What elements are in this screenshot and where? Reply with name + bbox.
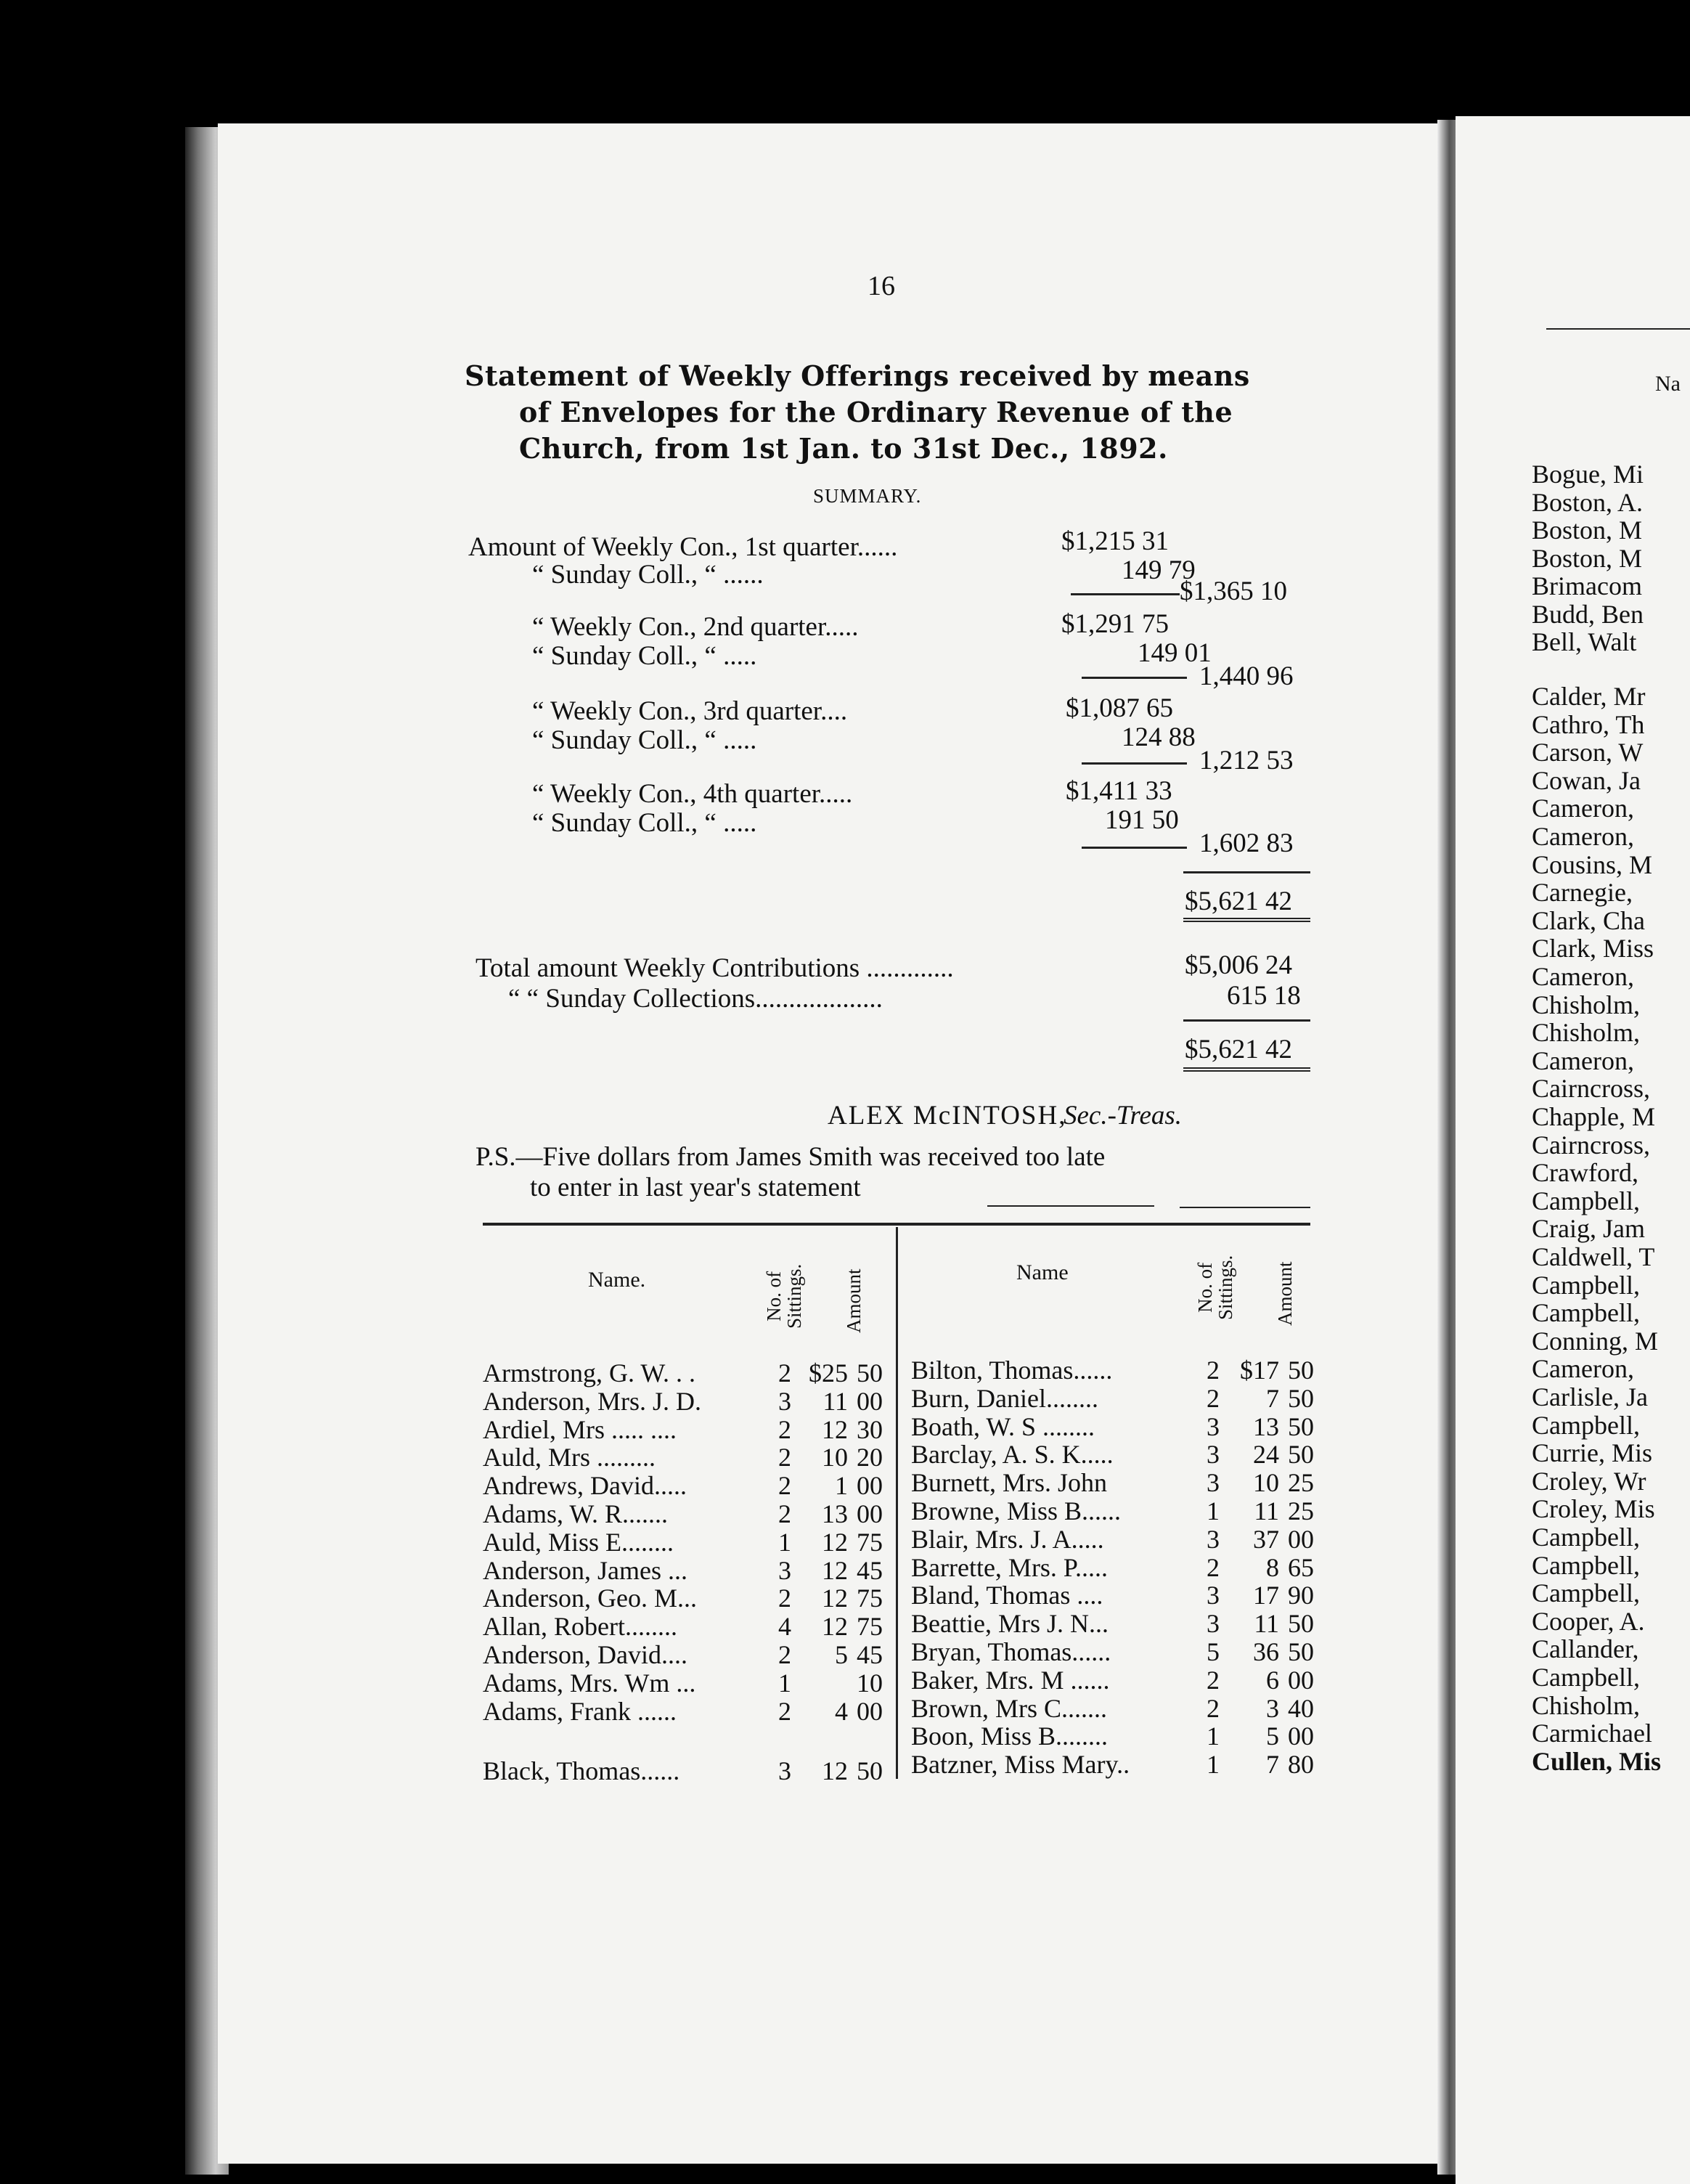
left-row-cents: 50 xyxy=(857,1358,883,1388)
ps-line-2: to enter in last year's statement xyxy=(530,1173,861,1202)
summary-label: Amount of Weekly Con., 1st quarter...... xyxy=(468,532,898,562)
right-row-name: Burn, Daniel........ xyxy=(911,1383,1098,1413)
left-row-sittings: 1 xyxy=(778,1527,791,1557)
left-row-dollars: 12 xyxy=(822,1612,848,1642)
right-row-sittings: 5 xyxy=(1207,1637,1220,1666)
ps-rule xyxy=(1180,1207,1310,1208)
right-row-sittings: 3 xyxy=(1207,1609,1220,1639)
right-row-dollars: 7 xyxy=(1266,1750,1279,1780)
facing-page-name: Chapple, M xyxy=(1532,1102,1655,1131)
left-row-cents: 00 xyxy=(857,1696,883,1726)
facing-page-name: Carnegie, xyxy=(1532,878,1633,908)
right-row-dollars: 5 xyxy=(1266,1721,1279,1751)
facing-page-name: Croley, Wr xyxy=(1532,1466,1646,1496)
right-row-dollars: 36 xyxy=(1253,1637,1279,1666)
table-column-divider xyxy=(896,1227,898,1779)
summary-rule xyxy=(1082,847,1187,849)
left-row-name: Armstrong, G. W. . . xyxy=(483,1358,696,1388)
summary-total-double-rule xyxy=(1183,918,1310,925)
left-row-sittings: 3 xyxy=(778,1555,791,1585)
left-row-name: Anderson, David.... xyxy=(483,1640,687,1669)
facing-page-name: Crawford, xyxy=(1532,1158,1638,1188)
left-row-dollars: 4 xyxy=(835,1696,848,1726)
left-row-cents: 45 xyxy=(857,1640,883,1669)
facing-page-name: Chisholm, xyxy=(1532,1018,1641,1048)
left-row-name: Anderson, Mrs. J. D. xyxy=(483,1386,701,1416)
right-row-sittings: 1 xyxy=(1207,1496,1220,1525)
facing-page-name: Cameron, xyxy=(1532,822,1634,851)
left-row-cents: 75 xyxy=(857,1527,883,1557)
right-row-dollars: 7 xyxy=(1266,1383,1279,1413)
right-row-cents: 50 xyxy=(1288,1356,1314,1385)
facing-page-name: Craig, Jam xyxy=(1532,1214,1645,1244)
totals-label: “ “ Sunday Collections................... xyxy=(508,984,883,1014)
facing-page-name: Campbell, xyxy=(1532,1270,1640,1300)
left-row-name: Andrews, David..... xyxy=(483,1471,687,1501)
facing-page-name: Clark, Miss xyxy=(1532,934,1654,963)
left-sittings-header: No. of Sittings. xyxy=(763,1263,805,1329)
title-line-3: Church, from 1st Jan. to 31st Dec., 1892. xyxy=(519,432,1168,465)
facing-page-name: Cathro, Th xyxy=(1532,709,1645,739)
left-row-cents: 50 xyxy=(857,1756,883,1786)
right-row-cents: 00 xyxy=(1288,1524,1314,1554)
left-row-sittings: 2 xyxy=(778,1414,791,1444)
left-row-sittings: 2 xyxy=(778,1499,791,1528)
summary-subtotal: $1,365 10 xyxy=(1180,576,1287,606)
left-amount-header: Amount xyxy=(843,1268,865,1333)
right-row-sittings: 2 xyxy=(1207,1552,1220,1582)
right-row-name: Barrette, Mrs. P..... xyxy=(911,1552,1108,1582)
left-row-sittings: 3 xyxy=(778,1756,791,1786)
summary-amount: 124 88 xyxy=(1122,722,1196,752)
right-row-name: Bryan, Thomas...... xyxy=(911,1637,1111,1666)
left-row-sittings: 2 xyxy=(778,1443,791,1472)
right-row-sittings: 2 xyxy=(1207,1383,1220,1413)
right-row-name: Bland, Thomas .... xyxy=(911,1581,1103,1610)
left-row-cents: 75 xyxy=(857,1584,883,1613)
facing-page-name: Chisholm, xyxy=(1532,1690,1641,1720)
right-row-dollars: 13 xyxy=(1253,1411,1279,1441)
left-row-dollars: 12 xyxy=(822,1414,848,1444)
left-row-name: Auld, Mrs ......... xyxy=(483,1443,656,1472)
right-row-cents: 65 xyxy=(1288,1552,1314,1582)
left-row-sittings: 3 xyxy=(778,1386,791,1416)
left-row-dollars: 10 xyxy=(822,1443,848,1472)
facing-page-name: Clark, Cha xyxy=(1532,905,1645,935)
facing-page-name: Campbell, xyxy=(1532,1578,1640,1608)
left-row-cents: 10 xyxy=(857,1668,883,1698)
summary-rule xyxy=(1071,593,1180,595)
facing-page-name: Carmichael xyxy=(1532,1719,1652,1748)
right-amount-header: Amount xyxy=(1274,1261,1296,1326)
signature-name: ALEX McINTOSH, xyxy=(828,1101,1067,1130)
right-name-header: Name xyxy=(1016,1260,1069,1284)
facing-page-name: Bell, Walt xyxy=(1532,627,1637,656)
left-row-sittings: 1 xyxy=(778,1668,791,1698)
left-row-name: Adams, W. R....... xyxy=(483,1499,669,1528)
right-row-dollars: 17 xyxy=(1253,1581,1279,1610)
summary-rule xyxy=(1082,677,1187,679)
left-row-name: Auld, Miss E........ xyxy=(483,1527,674,1557)
right-row-sittings: 2 xyxy=(1207,1665,1220,1695)
right-row-cents: 25 xyxy=(1288,1468,1314,1498)
right-row-cents: 50 xyxy=(1288,1440,1314,1470)
right-row-sittings: 2 xyxy=(1207,1693,1220,1723)
left-row-name: Adams, Frank ...... xyxy=(483,1696,677,1726)
right-row-dollars: 24 xyxy=(1253,1440,1279,1470)
left-row-sittings: 2 xyxy=(778,1358,791,1388)
totals-rule xyxy=(1183,1019,1310,1022)
summary-label: “ Sunday Coll., “ ..... xyxy=(532,641,757,671)
facing-page-name: Boston, M xyxy=(1532,516,1643,545)
right-row-sittings: 3 xyxy=(1207,1411,1220,1441)
facing-page-name: Boston, M xyxy=(1532,543,1643,573)
right-row-name: Bilton, Thomas...... xyxy=(911,1356,1113,1385)
left-row-dollars: 12 xyxy=(822,1555,848,1585)
facing-page-name: Caldwell, T xyxy=(1532,1242,1655,1271)
left-row-cents: 00 xyxy=(857,1499,883,1528)
right-row-cents: 50 xyxy=(1288,1637,1314,1666)
right-row-cents: 40 xyxy=(1288,1693,1314,1723)
facing-page-name: Campbell, xyxy=(1532,1298,1640,1328)
facing-page-name: Conning, M xyxy=(1532,1326,1659,1356)
facing-page-name: Cairncross, xyxy=(1532,1074,1650,1104)
left-row-name: Anderson, Geo. M... xyxy=(483,1584,697,1613)
summary-amount: 149 79 xyxy=(1122,555,1196,585)
right-row-cents: 00 xyxy=(1288,1721,1314,1751)
left-row-name: Black, Thomas...... xyxy=(483,1756,680,1786)
facing-page-name: Cameron, xyxy=(1532,962,1634,991)
facing-page-name: Currie, Mis xyxy=(1532,1438,1652,1468)
right-row-cents: 50 xyxy=(1288,1383,1314,1413)
right-row-name: Baker, Mrs. M ...... xyxy=(911,1665,1110,1695)
right-row-sittings: 2 xyxy=(1207,1356,1220,1385)
left-row-name: Allan, Robert........ xyxy=(483,1612,677,1642)
facing-page-name: Chisholm, xyxy=(1532,990,1641,1019)
facing-page-name: Cameron, xyxy=(1532,1354,1634,1384)
right-row-name: Beattie, Mrs J. N... xyxy=(911,1609,1109,1639)
facing-page-name: Callander, xyxy=(1532,1634,1639,1664)
title-line-2: of Envelopes for the Ordinary Revenue of the xyxy=(519,396,1233,428)
facing-page-name: Campbell, xyxy=(1532,1186,1640,1215)
summary-amount: 191 50 xyxy=(1105,805,1179,835)
right-row-sittings: 3 xyxy=(1207,1581,1220,1610)
left-row-cents: 45 xyxy=(857,1555,883,1585)
left-row-dollars: 5 xyxy=(835,1640,848,1669)
facing-page-name: Brimacom xyxy=(1532,571,1642,600)
grand-total: $5,621 42 xyxy=(1185,1035,1292,1064)
totals-amount: $5,006 24 xyxy=(1185,950,1292,980)
left-row-cents: 30 xyxy=(857,1414,883,1444)
summary-label: “ Sunday Coll., “ ...... xyxy=(532,560,764,590)
right-row-dollars: $17 xyxy=(1240,1356,1279,1385)
right-row-name: Blair, Mrs. J. A..... xyxy=(911,1524,1104,1554)
right-row-name: Browne, Miss B...... xyxy=(911,1496,1122,1525)
signature-title: Sec.-Treas. xyxy=(1064,1101,1183,1130)
summary-label: “ Weekly Con., 2nd quarter..... xyxy=(532,612,859,642)
left-row-cents: 00 xyxy=(857,1471,883,1501)
right-row-dollars: 11 xyxy=(1254,1496,1279,1525)
right-row-dollars: 37 xyxy=(1253,1524,1279,1554)
left-row-cents: 20 xyxy=(857,1443,883,1472)
summary-heading: SUMMARY. xyxy=(813,485,922,507)
left-row-cents: 00 xyxy=(857,1386,883,1416)
facing-page-name: Campbell, xyxy=(1532,1550,1640,1580)
facing-page-name: Carlisle, Ja xyxy=(1532,1382,1648,1411)
summary-amount: $1,411 33 xyxy=(1066,776,1172,806)
facing-page-name: Cairncross, xyxy=(1532,1130,1650,1160)
facing-page-name: Cowan, Ja xyxy=(1532,765,1641,795)
left-row-dollars: 12 xyxy=(822,1527,848,1557)
summary-amount: $1,291 75 xyxy=(1061,609,1169,639)
facing-page-name: Bogue, Mi xyxy=(1532,460,1644,489)
table-top-rule xyxy=(483,1223,1310,1226)
right-row-sittings: 3 xyxy=(1207,1440,1220,1470)
summary-subtotal: 1,602 83 xyxy=(1199,828,1294,858)
right-sittings-header: No. of Sittings. xyxy=(1194,1255,1236,1320)
summary-total: $5,621 42 xyxy=(1185,887,1292,916)
summary-label: “ Sunday Coll., “ ..... xyxy=(532,808,757,838)
summary-subtotal: 1,212 53 xyxy=(1199,746,1294,775)
right-row-name: Brown, Mrs C....... xyxy=(911,1693,1108,1723)
summary-subtotal: 1,440 96 xyxy=(1199,661,1294,691)
summary-amount: $1,087 65 xyxy=(1066,693,1173,723)
summary-amount: 149 01 xyxy=(1138,638,1212,668)
right-row-dollars: 3 xyxy=(1266,1693,1279,1723)
left-name-header: Name. xyxy=(588,1268,646,1292)
left-row-name: Adams, Mrs. Wm ... xyxy=(483,1668,696,1698)
right-row-cents: 00 xyxy=(1288,1665,1314,1695)
ps-line-1: P.S.—Five dollars from James Smith was received too late xyxy=(475,1142,1106,1172)
facing-page-name: Campbell, xyxy=(1532,1410,1640,1440)
summary-rule xyxy=(1082,762,1187,765)
facing-page-name: Cullen, Mis xyxy=(1532,1746,1662,1776)
title-line-1: Statement of Weekly Offerings received by means xyxy=(465,359,1250,392)
facing-page-name: Croley, Mis xyxy=(1532,1494,1655,1524)
right-row-sittings: 3 xyxy=(1207,1468,1220,1498)
left-row-sittings: 4 xyxy=(778,1612,791,1642)
right-row-sittings: 1 xyxy=(1207,1750,1220,1780)
facing-page-name: Campbell, xyxy=(1532,1523,1640,1552)
right-row-name: Barclay, A. S. K..... xyxy=(911,1440,1114,1470)
left-row-dollars: 1 xyxy=(835,1471,848,1501)
right-row-name: Batzner, Miss Mary.. xyxy=(911,1750,1130,1780)
left-row-sittings: 2 xyxy=(778,1640,791,1669)
facing-page-name: Boston, A. xyxy=(1532,487,1644,517)
right-row-dollars: 8 xyxy=(1266,1552,1279,1582)
summary-label: “ Weekly Con., 4th quarter..... xyxy=(532,779,853,809)
facing-page-name: Cameron, xyxy=(1532,794,1634,823)
left-row-dollars: 12 xyxy=(822,1756,848,1786)
left-row-dollars: 13 xyxy=(822,1499,848,1528)
totals-amount: 615 18 xyxy=(1227,981,1301,1011)
right-row-sittings: 1 xyxy=(1207,1721,1220,1751)
summary-label: “ Sunday Coll., “ ..... xyxy=(532,725,757,755)
right-row-cents: 80 xyxy=(1288,1750,1314,1780)
facing-page-name: Calder, Mr xyxy=(1532,682,1646,711)
left-row-name: Ardiel, Mrs ..... .... xyxy=(483,1414,677,1444)
right-row-cents: 25 xyxy=(1288,1496,1314,1525)
right-row-dollars: 6 xyxy=(1266,1665,1279,1695)
facing-page-name: Cousins, M xyxy=(1532,849,1653,879)
ps-rule xyxy=(987,1205,1154,1207)
totals-label: Total amount Weekly Contributions ............. xyxy=(475,953,954,983)
left-row-dollars: 11 xyxy=(822,1386,848,1416)
facing-page-header: Na xyxy=(1655,372,1681,396)
facing-page-name: Campbell, xyxy=(1532,1663,1640,1692)
right-row-cents: 90 xyxy=(1288,1581,1314,1610)
left-row-sittings: 2 xyxy=(778,1471,791,1501)
left-row-cents: 75 xyxy=(857,1612,883,1642)
facing-page-name: Cameron, xyxy=(1532,1046,1634,1075)
facing-page-name: Budd, Ben xyxy=(1532,599,1644,629)
right-row-sittings: 3 xyxy=(1207,1524,1220,1554)
right-row-cents: 50 xyxy=(1288,1411,1314,1441)
right-row-cents: 50 xyxy=(1288,1609,1314,1639)
right-row-dollars: 10 xyxy=(1253,1468,1279,1498)
summary-label: “ Weekly Con., 3rd quarter.... xyxy=(532,696,848,726)
summary-amount: $1,215 31 xyxy=(1061,526,1169,556)
right-row-dollars: 11 xyxy=(1254,1609,1279,1639)
left-row-dollars: 12 xyxy=(822,1584,848,1613)
facing-page-name: Cooper, A. xyxy=(1532,1606,1645,1636)
left-row-sittings: 2 xyxy=(778,1584,791,1613)
right-row-name: Boon, Miss B........ xyxy=(911,1721,1109,1751)
right-row-name: Burnett, Mrs. John xyxy=(911,1468,1107,1498)
left-row-sittings: 2 xyxy=(778,1696,791,1726)
grand-total-double-rule xyxy=(1183,1067,1310,1075)
facing-page-name: Carson, W xyxy=(1532,738,1644,767)
facing-page-rule xyxy=(1546,328,1690,330)
summary-rule xyxy=(1183,871,1310,873)
left-row-dollars: $25 xyxy=(809,1358,848,1388)
page-number: 16 xyxy=(868,271,895,301)
right-row-name: Boath, W. S ........ xyxy=(911,1411,1095,1441)
left-row-name: Anderson, James ... xyxy=(483,1555,687,1585)
